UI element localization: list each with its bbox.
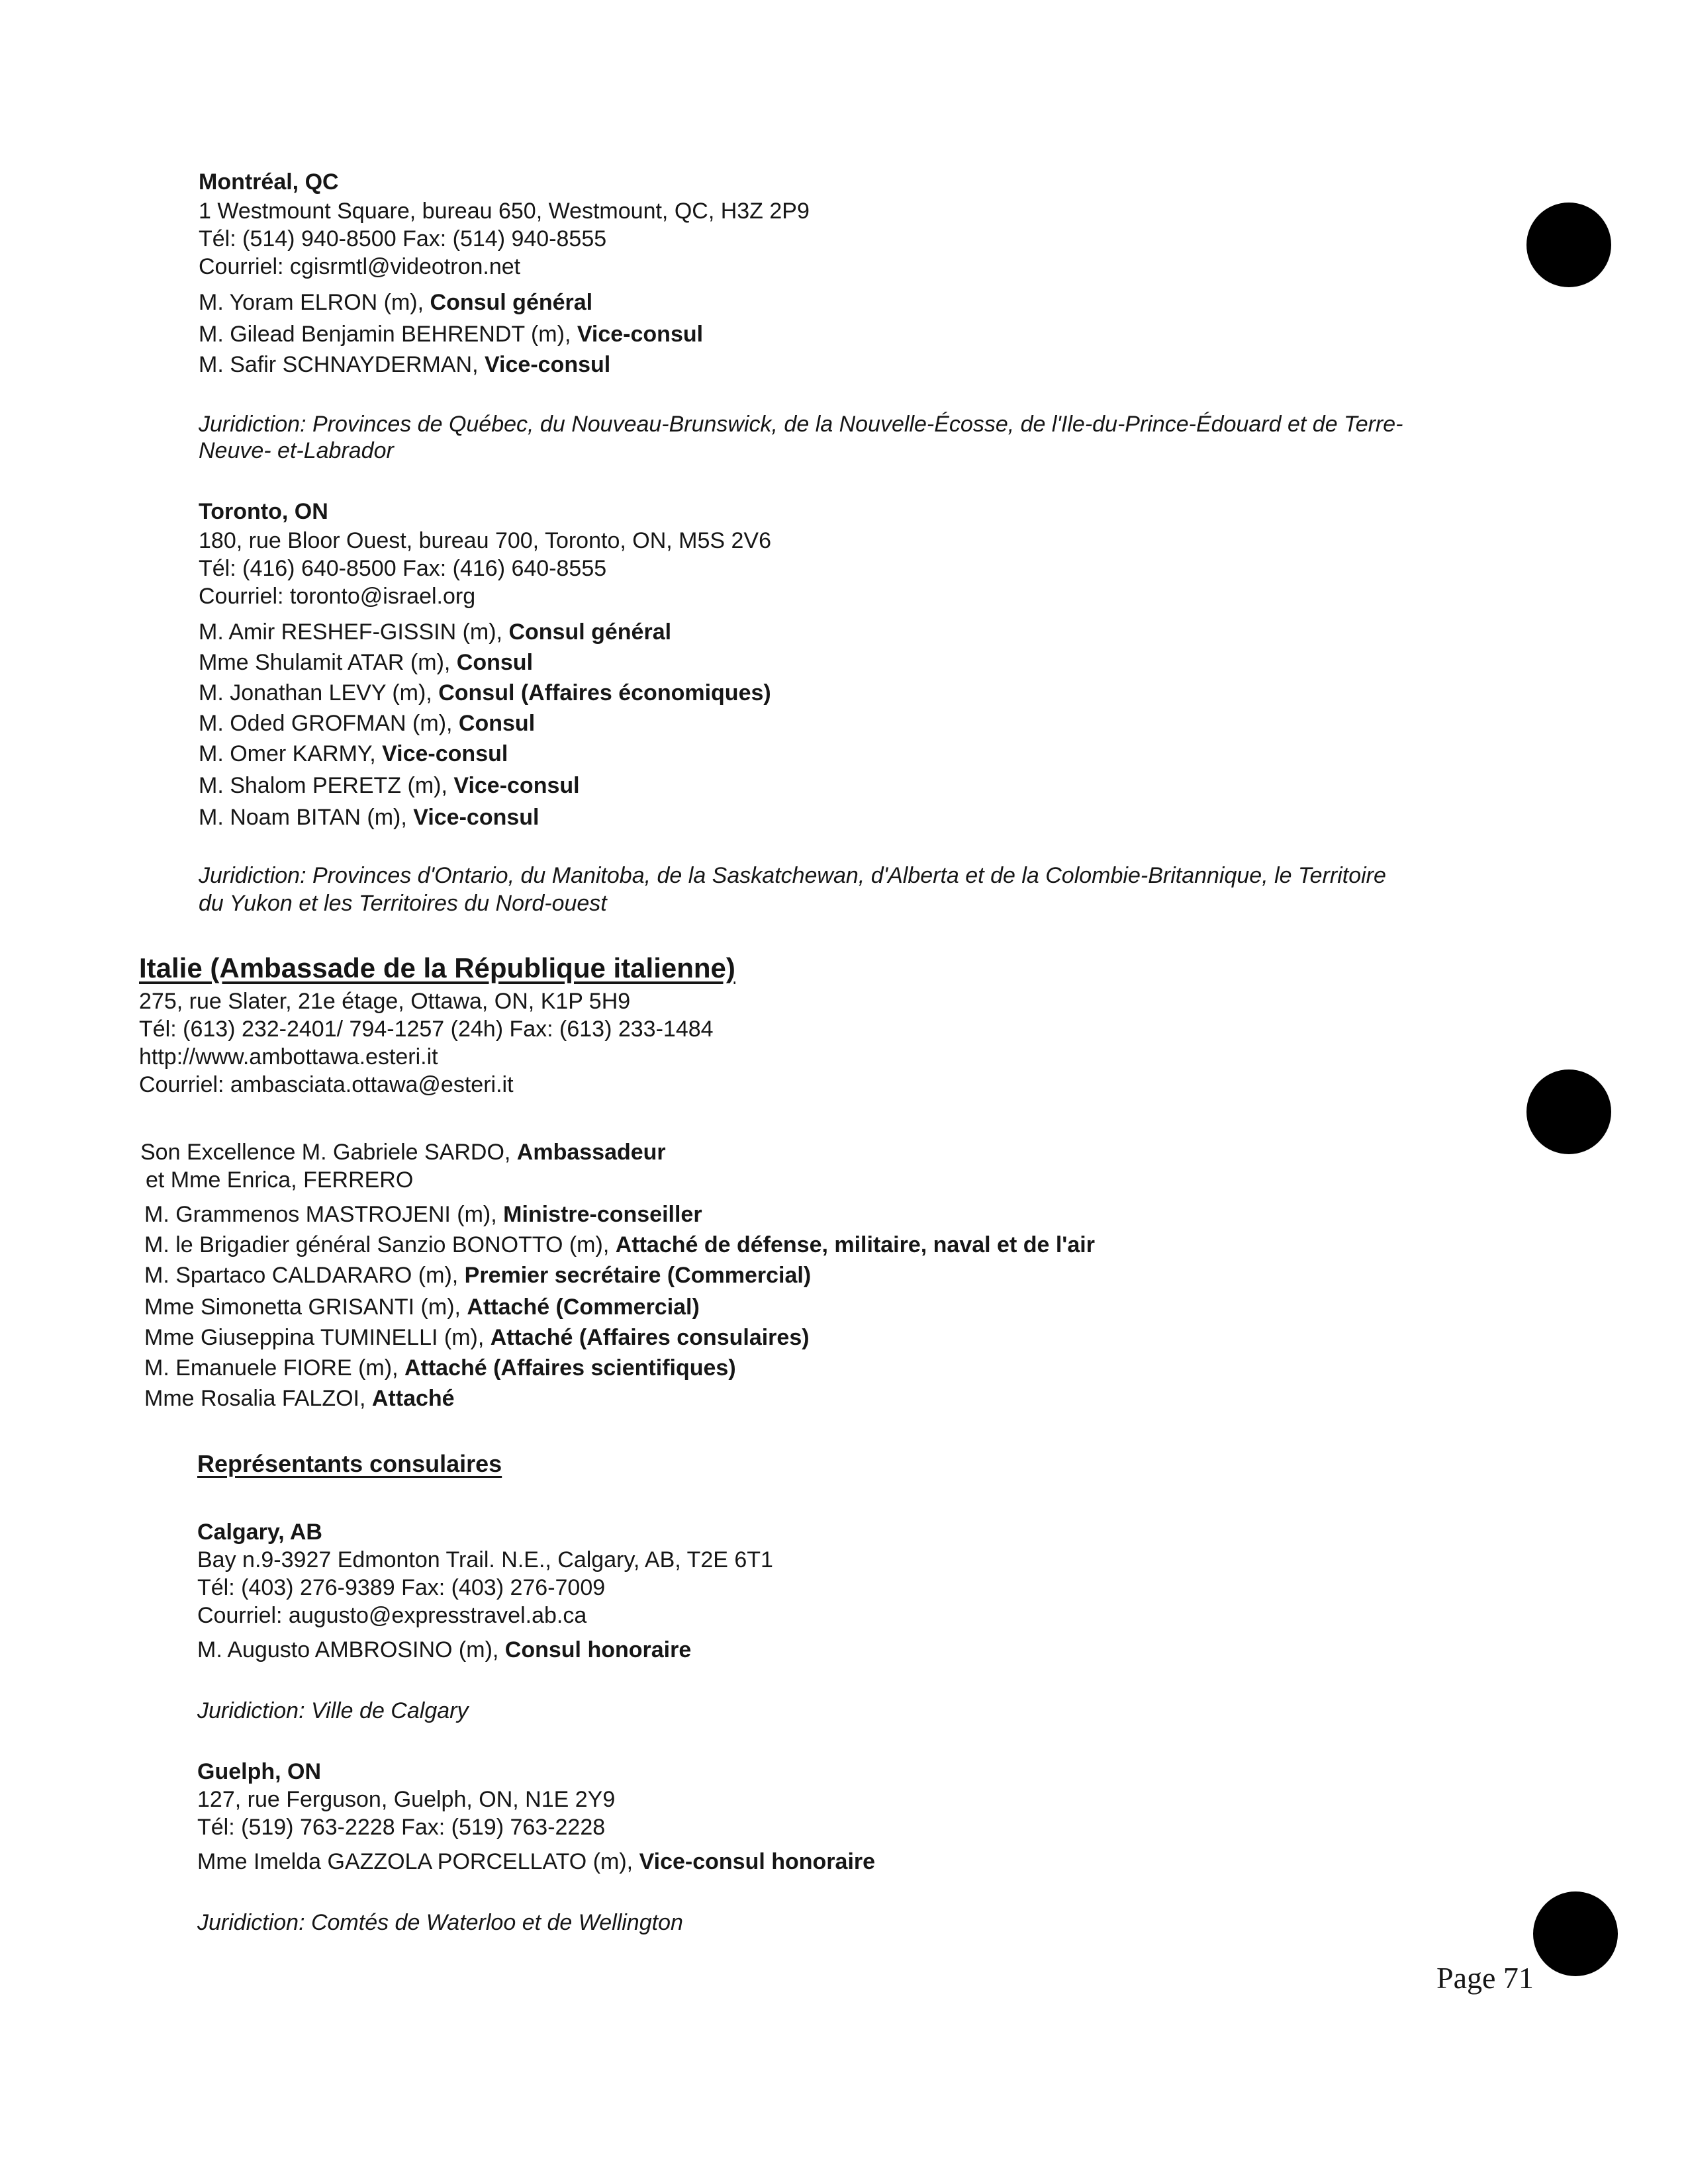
toronto-address: 180, rue Bloor Ouest, bureau 700, Toronto, ON, M5S 2V6: [199, 528, 771, 553]
italy-spouse: et Mme Enrica, FERRERO: [146, 1167, 414, 1193]
staff-name: M. Noam BITAN (m),: [199, 805, 414, 830]
binder-hole-bottom: [1533, 1891, 1618, 1976]
staff-name: Mme Imelda GAZZOLA PORCELLATO (m),: [197, 1849, 639, 1874]
staff-title: Attaché: [371, 1386, 455, 1411]
staff-title: Consul: [456, 650, 534, 675]
page-number: Page 71: [1436, 1961, 1534, 1995]
italy-address: 275, rue Slater, 21e étage, Ottawa, ON, K1P 5H9: [139, 989, 631, 1014]
staff-title: Vice-consul: [453, 773, 580, 798]
montreal-staff-line: [199, 353, 610, 376]
staff-title: Premier secrétaire (Commercial): [464, 1263, 812, 1288]
toronto-jurisdiction-line2: du Yukon et les Territoires du Nord-ouest: [199, 891, 607, 916]
staff-name: M. Spartaco CALDARARO (m),: [144, 1263, 465, 1288]
staff-name: Son Excellence M. Gabriele SARDO,: [140, 1140, 517, 1165]
italy-ambassador: [140, 1141, 666, 1163]
toronto-jurisdiction-line1: Juridiction: Provinces d'Ontario, du Manitoba, de la Saskatchewan, d'Alberta et de la Colombie-Britannique, le Territoire: [199, 863, 1386, 888]
staff-name: M. Gilead Benjamin BEHRENDT (m),: [199, 322, 577, 347]
staff-title: Vice-consul honoraire: [639, 1849, 876, 1874]
staff-name: M. Augusto AMBROSINO (m),: [197, 1637, 505, 1662]
montreal-jurisdiction-line1: Juridiction: Provinces de Québec, du Nouveau-Brunswick, de la Nouvelle-Écosse, de l'Ile-du-Prince-Édouard et de Terre-: [199, 412, 1403, 437]
toronto-phone: Tél: (416) 640-8500 Fax: (416) 640-8555: [199, 556, 607, 581]
italy-staff-line: [144, 1264, 811, 1287]
staff-title: Ministre-conseiller: [503, 1202, 702, 1227]
staff-title: Consul général: [430, 290, 593, 315]
staff-title: Vice-consul: [413, 805, 539, 830]
calgary-address: Bay n.9-3927 Edmonton Trail. N.E., Calgary, AB, T2E 6T1: [197, 1547, 773, 1572]
staff-title: Attaché de défense, militaire, naval et de l'air: [615, 1232, 1095, 1257]
montreal-phone: Tél: (514) 940-8500 Fax: (514) 940-8555: [199, 226, 607, 251]
staff-title: Vice-consul: [484, 352, 611, 377]
staff-name: M. Jonathan LEVY (m),: [199, 680, 439, 705]
staff-title: Ambassadeur: [516, 1140, 666, 1165]
staff-name: M. Emanuele FIORE (m),: [144, 1355, 404, 1381]
montreal-city: Montréal, QC: [199, 169, 339, 195]
italy-staff-line: [144, 1387, 455, 1410]
italy-staff-line: [144, 1326, 810, 1349]
staff-name: M. le Brigadier général Sanzio BONOTTO (m),: [144, 1232, 616, 1257]
toronto-email: Courriel: toronto@israel.org: [199, 584, 476, 609]
consular-representatives-heading: Représentants consulaires: [197, 1450, 502, 1477]
staff-name: M. Grammenos MASTROJENI (m),: [144, 1202, 504, 1227]
italy-phone: Tél: (613) 232-2401/ 794-1257 (24h) Fax: (613) 233-1484: [139, 1017, 714, 1042]
staff-name: M. Amir RESHEF-GISSIN (m),: [199, 619, 509, 645]
guelph-city: Guelph, ON: [197, 1759, 321, 1784]
staff-title: Vice-consul: [577, 322, 704, 347]
montreal-staff-line: [199, 323, 703, 345]
staff-title: Consul (Affaires économiques): [438, 680, 771, 705]
binder-hole-middle: [1526, 1069, 1611, 1154]
italy-heading: Italie (Ambassade de la République italienne): [139, 952, 735, 983]
calgary-email: Courriel: augusto@expresstravel.ab.ca: [197, 1603, 587, 1628]
guelph-vice-consul: [197, 1850, 875, 1873]
toronto-staff-line: [199, 621, 671, 643]
staff-title: Attaché (Commercial): [467, 1295, 700, 1320]
staff-title: Consul honoraire: [504, 1637, 692, 1662]
montreal-jurisdiction-line2: Neuve- et-Labrador: [199, 438, 394, 463]
italy-staff-line: [144, 1203, 702, 1226]
italy-staff-line: [144, 1296, 700, 1318]
staff-name: Mme Shulamit ATAR (m),: [199, 650, 457, 675]
staff-name: Mme Simonetta GRISANTI (m),: [144, 1295, 467, 1320]
binder-hole-top: [1526, 203, 1611, 287]
guelph-phone: Tél: (519) 763-2228 Fax: (519) 763-2228: [197, 1815, 606, 1840]
staff-title: Consul: [458, 711, 536, 736]
guelph-jurisdiction: Juridiction: Comtés de Waterloo et de Wellington: [197, 1910, 683, 1935]
italy-staff-line: [144, 1234, 1095, 1256]
italy-website: http://www.ambottawa.esteri.it: [139, 1044, 438, 1069]
calgary-phone: Tél: (403) 276-9389 Fax: (403) 276-7009: [197, 1575, 606, 1600]
staff-name: M. Yoram ELRON (m),: [199, 290, 430, 315]
toronto-staff-line: [199, 806, 539, 829]
italy-staff-line: [144, 1357, 736, 1379]
calgary-city: Calgary, AB: [197, 1520, 322, 1545]
staff-title: Vice-consul: [382, 741, 508, 766]
toronto-staff-line: [199, 774, 580, 797]
montreal-email: Courriel: cgisrmtl@videotron.net: [199, 254, 521, 279]
toronto-staff-line: [199, 682, 771, 704]
toronto-staff-line: [199, 651, 533, 674]
staff-name: M. Safir SCHNAYDERMAN,: [199, 352, 485, 377]
toronto-city: Toronto, ON: [199, 499, 328, 524]
staff-name: M. Shalom PERETZ (m),: [199, 773, 454, 798]
staff-title: Consul général: [508, 619, 672, 645]
toronto-staff-line: [199, 712, 535, 735]
toronto-staff-line: [199, 743, 508, 765]
guelph-address: 127, rue Ferguson, Guelph, ON, N1E 2Y9: [197, 1787, 616, 1812]
calgary-jurisdiction: Juridiction: Ville de Calgary: [197, 1698, 469, 1723]
montreal-address: 1 Westmount Square, bureau 650, Westmount, QC, H3Z 2P9: [199, 199, 810, 224]
staff-name: M. Omer KARMY,: [199, 741, 383, 766]
staff-name: Mme Giuseppina TUMINELLI (m),: [144, 1325, 491, 1350]
montreal-staff-line: [199, 291, 592, 314]
staff-title: Attaché (Affaires scientifiques): [404, 1355, 736, 1381]
italy-email: Courriel: ambasciata.ottawa@esteri.it: [139, 1072, 514, 1097]
staff-name: M. Oded GROFMAN (m),: [199, 711, 459, 736]
staff-name: Mme Rosalia FALZOI,: [144, 1386, 372, 1411]
calgary-consul: [197, 1639, 691, 1661]
staff-title: Attaché (Affaires consulaires): [490, 1325, 810, 1350]
